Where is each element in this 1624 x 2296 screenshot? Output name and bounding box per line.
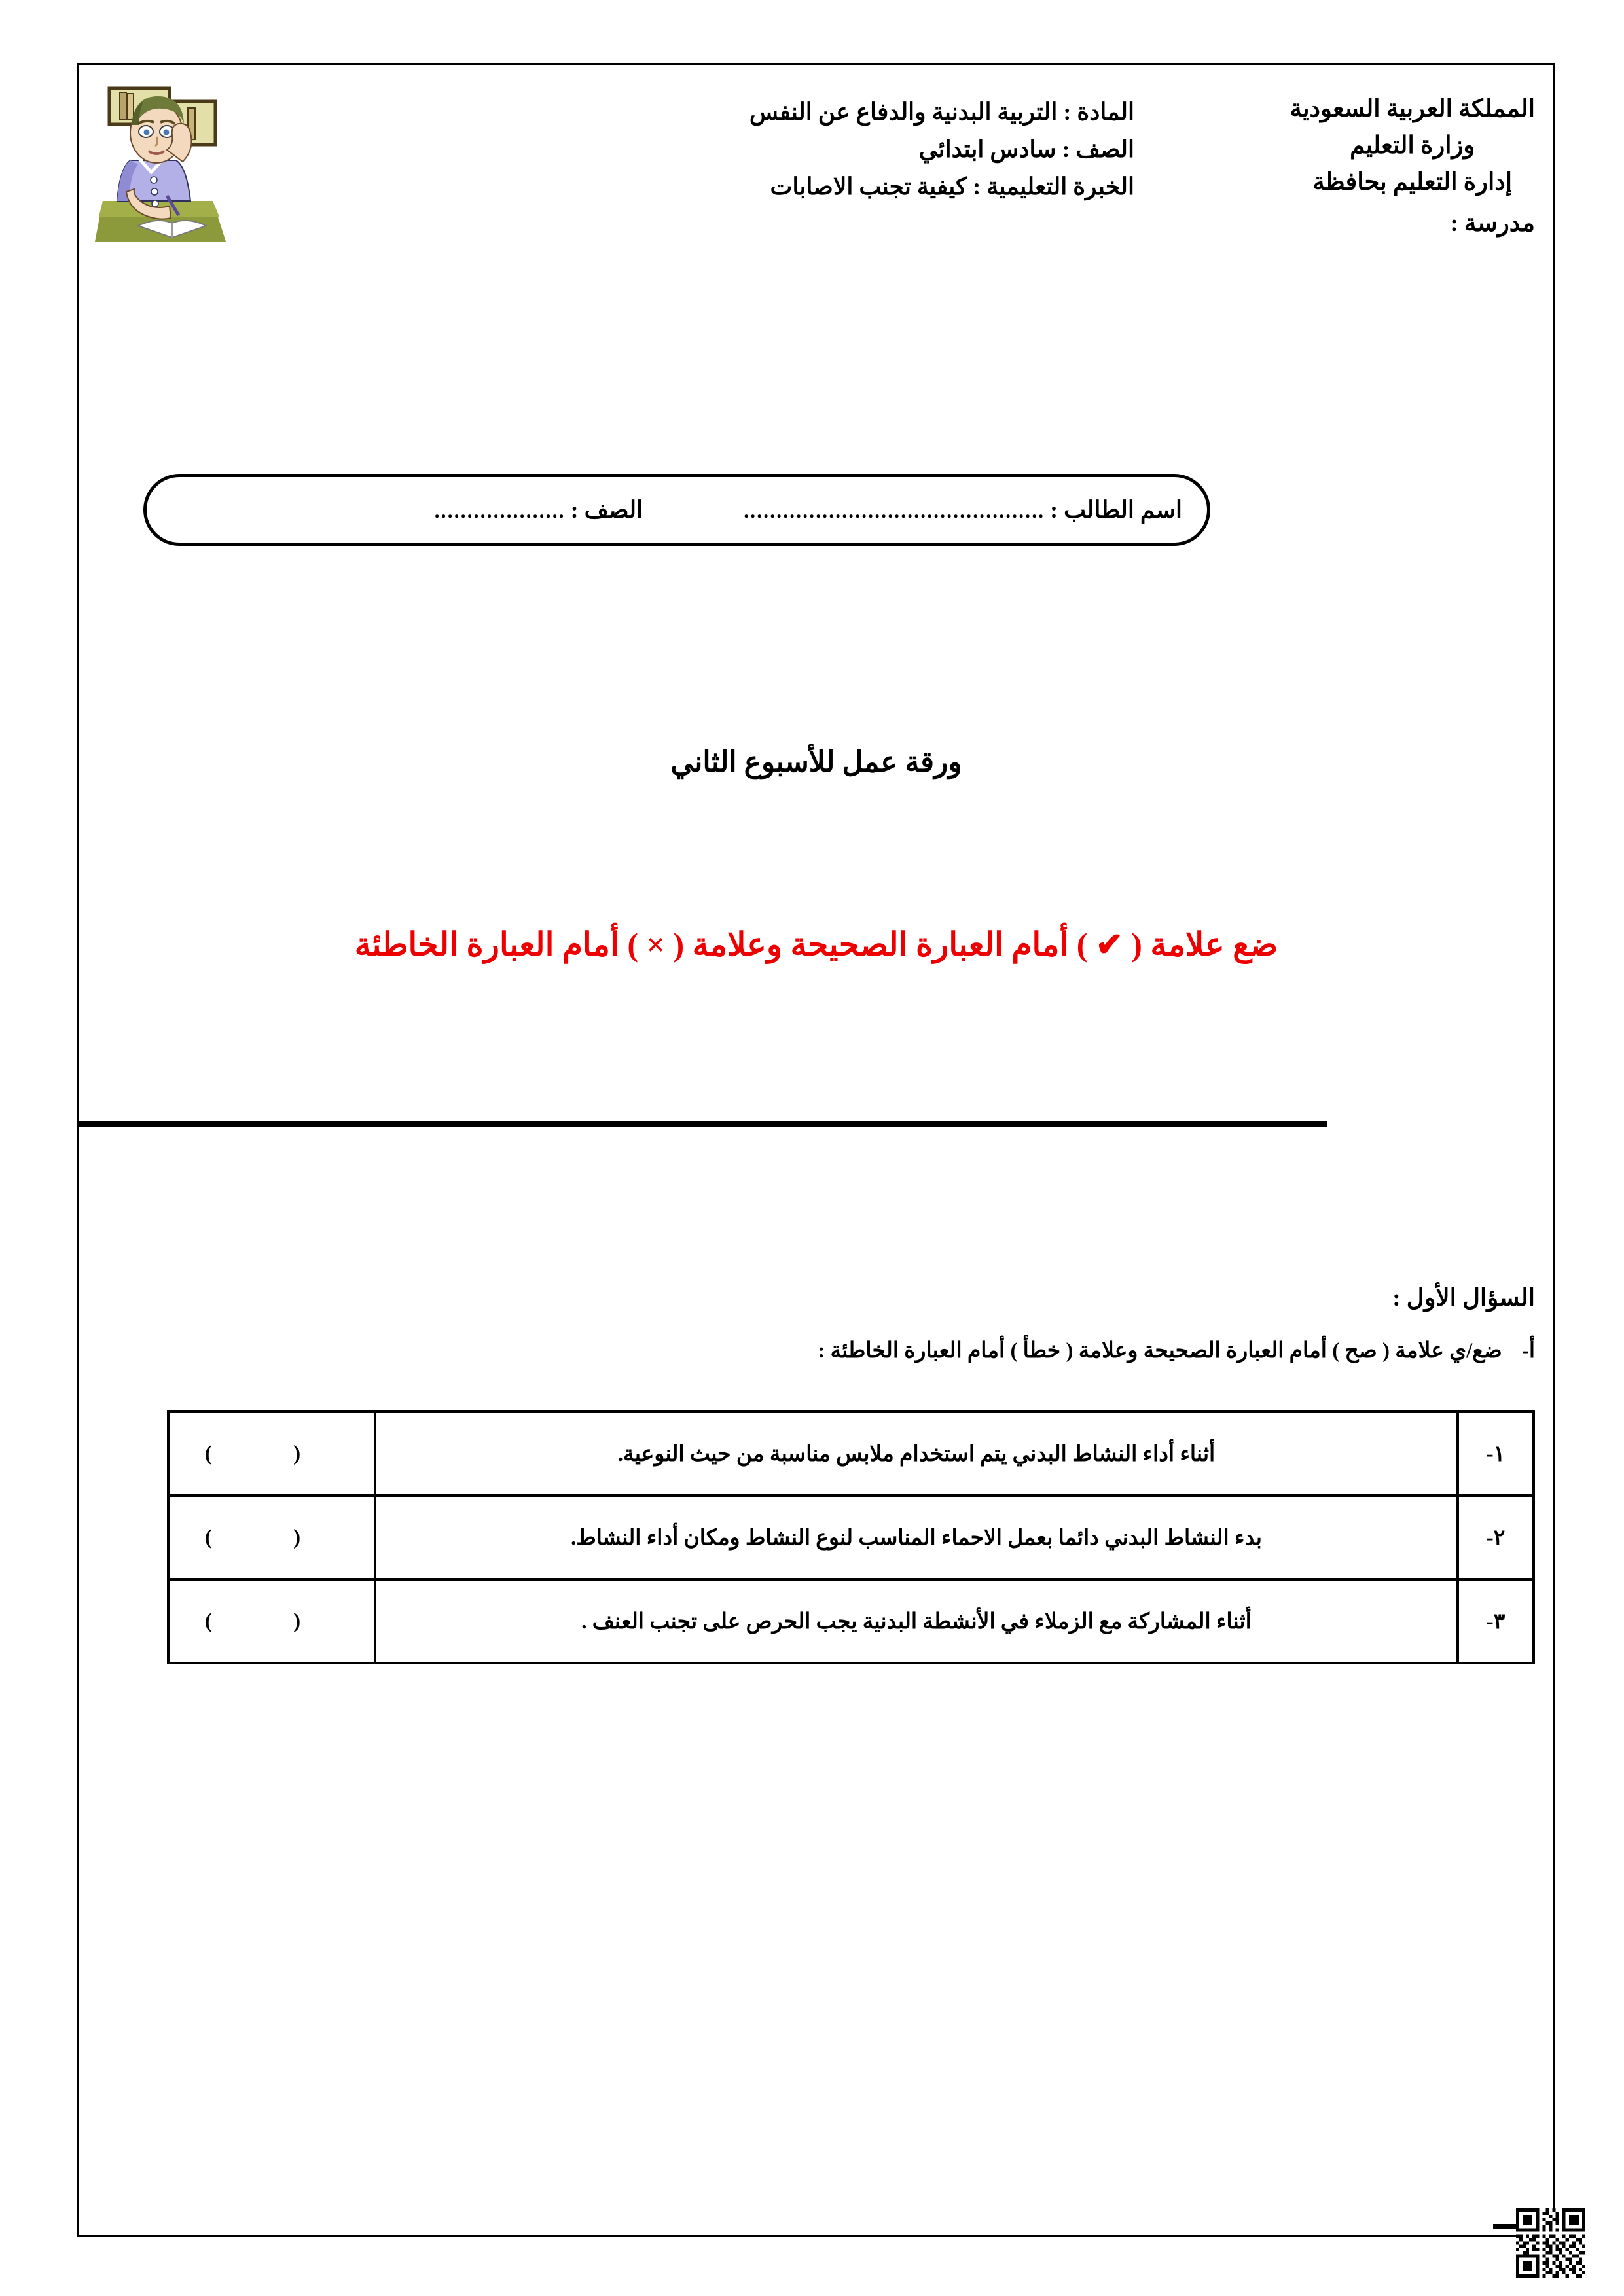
table-row [168,1579,1534,1663]
row-statement: بدء النشاط البدني دائما بعمل الاحماء المناسب لنوع النشاط ومكان أداء النشاط. [375,1496,1458,1579]
table-row [168,1496,1534,1579]
question-title: السؤال الأول : [1392,1285,1535,1312]
subject-block [749,94,1134,206]
row-answer-cell[interactable]: ( ) [168,1579,375,1663]
row-number: ٣- [1458,1579,1534,1663]
sub-instruction-text: ضع/ي علامة ( صح ) أمام العبارة الصحيحة وعلامة ( خطأ ) أمام العبارة الخاطئة : [818,1339,1502,1363]
worksheet-title: ورقة عمل للأسبوع الثاني [670,746,962,778]
country-name: المملكة العربية السعودية [1290,96,1535,122]
table-row [168,1412,1534,1496]
row-statement: أثناء أداء النشاط البدني يتم استخدام ملابس مناسبة من حيث النوعية. [375,1412,1458,1496]
student-name-field[interactable] [678,496,1182,524]
education-department: إدارة التعليم بحافظة [1312,169,1513,196]
ministry-block [1290,91,1535,202]
sub-instruction [818,1337,1535,1363]
student-class-value: .................... [434,499,566,522]
page-content [79,65,1553,2235]
ministry-name: وزارة التعليم [1350,132,1475,160]
learning-experience-line: الخبرة التعليمية : كيفية تجنب الاصابات [770,173,1134,200]
row-statement: أثناء المشاركة مع الزملاء في الأنشطة البدنية يجب الحرص على تجنب العنف . [375,1579,1458,1663]
student-class-label: الصف : [570,497,643,523]
grade-line: الصف : سادس ابتدائي [918,135,1134,162]
red-instruction: ضع علامة ( ✔ ) أمام العبارة الصحيحة وعلامة ( × ) أمام العبارة الخاطئة [354,926,1278,963]
page-frame [77,63,1555,2237]
student-name-value: .............................................. [744,499,1045,522]
section-divider [79,1121,1327,1127]
qr-code [1516,2208,1585,2278]
row-number: ٢- [1458,1496,1534,1579]
student-class-field[interactable] [402,496,643,524]
true-false-table [167,1410,1535,1664]
row-answer-cell[interactable]: ( ) [168,1496,375,1579]
student-name-label: اسم الطالب : [1050,497,1182,523]
subject-line: المادة : التربية البدنية والدفاع عن النفس [749,99,1134,125]
row-answer-cell[interactable]: ( ) [168,1412,375,1496]
sub-instruction-marker: أ- [1521,1339,1535,1363]
school-label: مدرسة : [1450,210,1535,237]
row-number: ١- [1458,1412,1534,1496]
document-header [79,79,1553,276]
student-info-box [143,474,1210,546]
